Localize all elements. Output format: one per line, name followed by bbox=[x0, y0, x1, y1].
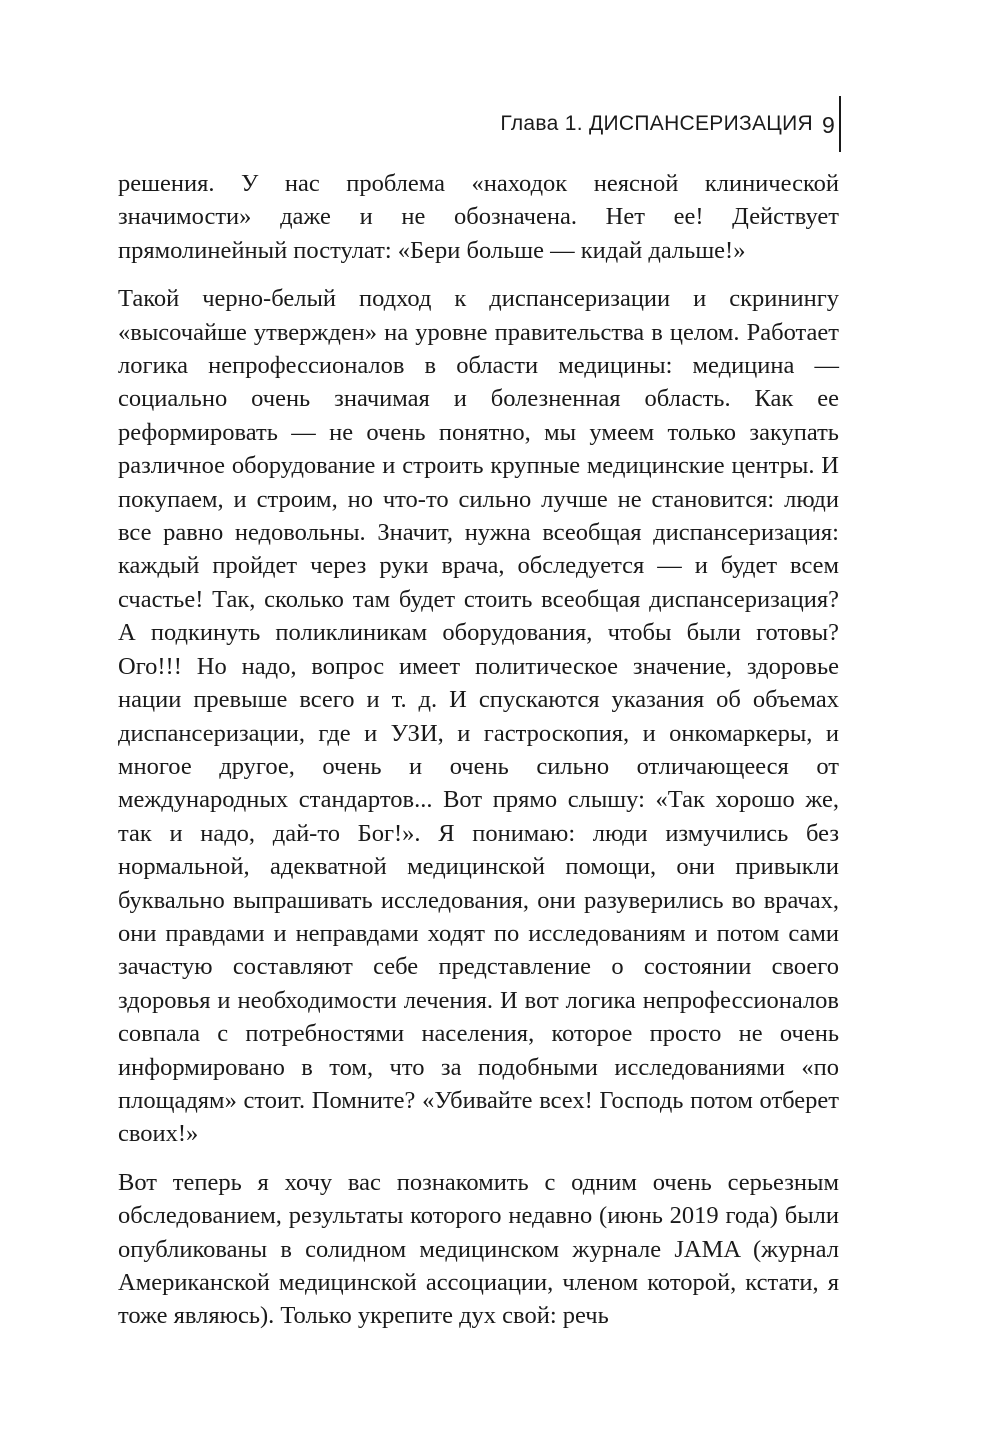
chapter-title: Глава 1. ДИСПАНСЕРИЗАЦИЯ bbox=[500, 112, 813, 135]
paragraph: Вот теперь я хочу вас познакомить с одним очень серьезным обследованием, результаты которого недавно (июнь 2019 года) были опубликованы в солидном медицинском журнале JAMA (журнал Американской медицинской ассоциации, членом которой, кстати, я тоже являюсь). Только укрепите дух свой: речь bbox=[118, 1168, 839, 1330]
body-text bbox=[118, 167, 839, 1348]
page-number: 9 bbox=[822, 112, 835, 138]
header-divider bbox=[839, 96, 841, 152]
paragraph: решения. У нас проблема «находок неясной клинической значимости» даже и не обозначена. Нет ее! Действует прямолинейный постулат: «Бери больше — кидай дальше!» bbox=[118, 170, 839, 264]
running-header bbox=[500, 96, 841, 152]
paragraph: Такой черно-белый подход к диспансеризации и скринингу «высочайше утвержден» на уровне правительства в целом. Работает логика непрофессионалов в области медицины: медицина — социально очень значимая и болезненная область. Как ее реформировать — не очень понятно, мы умеем только закупать различное оборудование и строить крупные медицинские центры. И покупаем, и строим, но что-то сильно лучше не становится: люди все равно недовольны. Значит, нужна всеобщая диспансеризация: каждый пройдет через руки врача, обследуется — и будет всем счастье! Так, сколько там будет стоить всеобщая диспансеризация? А подкинуть поликлиникам оборудования, чтобы были готовы? Ого!!! Но надо, вопрос имеет политическое значение, здоровье нации превыше всего и т. д. И спускаются указания об объемах диспансеризации, где и УЗИ, и гастроскопия, и онкомаркеры, и многое другое, очень и очень сильно отличающееся от международных стандартов... Вот прямо слышу: «Так хорошо же, так и надо, дай-то Бог!». Я понимаю: люди измучились без нормальной, адекватной медицинской помощи, они привыкли буквально выпрашивать исследования, они разуверились во врачах, они правдами и неправдами ходят по исследованиям и потом сами зачастую составляют себе представление о состоянии своего здоровья и необходимости лечения. И вот логика непрофессионалов совпала с потребностями населения, которое просто не очень информировано в том, что за подобными исследованиями «по площадям» стоит. Помните? «Убивайте всех! Господь потом отберет своих!» bbox=[118, 285, 839, 1148]
